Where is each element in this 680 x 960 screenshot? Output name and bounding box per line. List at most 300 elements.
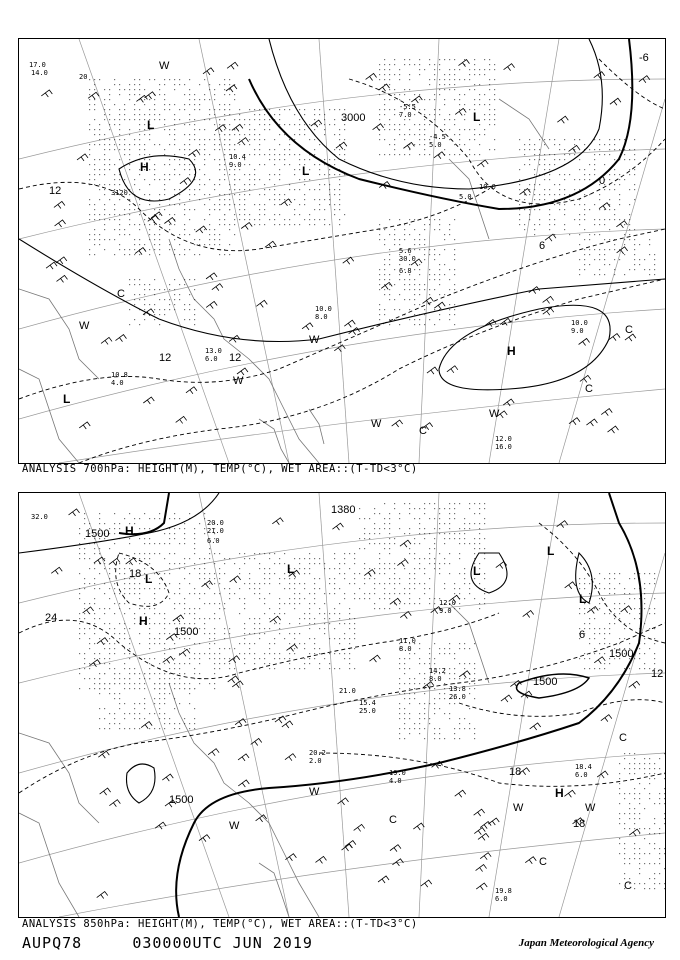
wet-dot (469, 523, 470, 524)
wet-dot (344, 563, 345, 564)
wet-dot (259, 593, 260, 594)
wet-dot (124, 144, 125, 145)
wet-dot (414, 543, 415, 544)
wet-dot (344, 139, 345, 140)
wet-dot (304, 194, 305, 195)
wet-dot (119, 573, 120, 574)
wet-dot (409, 548, 410, 549)
wet-dot (154, 603, 155, 604)
wet-dot (479, 94, 480, 95)
wet-dot (389, 583, 390, 584)
wet-dot (79, 593, 80, 594)
wet-dot (479, 84, 480, 85)
wet-dot (104, 663, 105, 664)
wet-dot (149, 169, 150, 170)
wet-dot (229, 244, 230, 245)
wet-dot (384, 314, 385, 315)
wet-dot (454, 728, 455, 729)
wet-dot (139, 588, 140, 589)
wet-dot (184, 563, 185, 564)
wet-dot (179, 723, 180, 724)
wet-dot (319, 668, 320, 669)
wet-dot (409, 588, 410, 589)
wet-dot (344, 109, 345, 110)
wet-dot (184, 638, 185, 639)
wet-dot (224, 94, 225, 95)
wet-dot (464, 129, 465, 130)
wet-dot (174, 139, 175, 140)
wet-dot (104, 613, 105, 614)
wet-dot (289, 149, 290, 150)
wet-dot (114, 84, 115, 85)
wet-dot (244, 663, 245, 664)
wet-dot (119, 109, 120, 110)
wet-dot (99, 683, 100, 684)
wet-dot (479, 99, 480, 100)
wet-dot (189, 124, 190, 125)
wet-dot (114, 583, 115, 584)
wet-dot (109, 573, 110, 574)
wet-dot (539, 219, 540, 220)
wet-dot (619, 818, 620, 819)
wet-dot (279, 653, 280, 654)
wet-dot (459, 608, 460, 609)
wet-dot (339, 643, 340, 644)
wet-dot (254, 119, 255, 120)
wet-dot (254, 154, 255, 155)
wind-barb (564, 790, 575, 797)
wet-dot (329, 653, 330, 654)
wet-dot (419, 294, 420, 295)
wet-dot (334, 593, 335, 594)
wet-dot (409, 703, 410, 704)
wet-dot (324, 174, 325, 175)
wet-dot (219, 104, 220, 105)
wet-dot (84, 663, 85, 664)
wet-dot (339, 563, 340, 564)
wet-dot (164, 618, 165, 619)
wet-dot (224, 603, 225, 604)
wet-dot (214, 144, 215, 145)
wet-dot (199, 149, 200, 150)
wet-dot (229, 558, 230, 559)
wet-dot (439, 69, 440, 70)
wet-dot (384, 104, 385, 105)
wet-dot (134, 209, 135, 210)
wet-dot (134, 718, 135, 719)
wet-dot (234, 219, 235, 220)
wet-dot (639, 868, 640, 869)
wet-dot (304, 134, 305, 135)
wet-dot (444, 588, 445, 589)
system-marker: L (145, 572, 153, 586)
wet-dot (174, 518, 175, 519)
wet-dot (149, 284, 150, 285)
wind-barb (616, 221, 627, 228)
wet-dot (634, 753, 635, 754)
wet-dot (229, 129, 230, 130)
wet-dot (404, 728, 405, 729)
wet-dot (154, 598, 155, 599)
wet-dot (159, 324, 160, 325)
wet-dot (179, 583, 180, 584)
wet-dot (389, 523, 390, 524)
wet-dot (394, 299, 395, 300)
wet-dot (169, 648, 170, 649)
wet-dot (484, 59, 485, 60)
wet-dot (454, 513, 455, 514)
wet-dot (519, 224, 520, 225)
wet-dot (589, 658, 590, 659)
wet-dot (104, 214, 105, 215)
wet-dot (439, 109, 440, 110)
wet-dot (109, 668, 110, 669)
wet-dot (279, 144, 280, 145)
wet-dot (579, 139, 580, 140)
station-value: 30.0 (399, 255, 416, 263)
wet-dot (89, 154, 90, 155)
wet-dot (614, 214, 615, 215)
wet-dot (149, 229, 150, 230)
cold-marker: C (624, 880, 632, 892)
wet-dot (264, 628, 265, 629)
wet-dot (149, 543, 150, 544)
wet-dot (204, 149, 205, 150)
wet-dot (179, 299, 180, 300)
wet-dot (619, 643, 620, 644)
wet-dot (139, 124, 140, 125)
wet-dot (169, 309, 170, 310)
wet-dot (614, 139, 615, 140)
wet-dot (344, 558, 345, 559)
wet-dot (474, 683, 475, 684)
system-marker: H (555, 786, 564, 800)
wet-dot (109, 653, 110, 654)
wet-dot (299, 159, 300, 160)
wet-dot (309, 568, 310, 569)
wet-dot (144, 608, 145, 609)
wet-dot (119, 633, 120, 634)
wet-dot (144, 683, 145, 684)
wet-dot (154, 673, 155, 674)
wet-dot (434, 733, 435, 734)
wet-dot (214, 189, 215, 190)
wet-dot (564, 229, 565, 230)
wet-dot (209, 578, 210, 579)
wet-dot (259, 618, 260, 619)
wet-dot (284, 553, 285, 554)
wet-dot (79, 618, 80, 619)
wet-dot (269, 189, 270, 190)
wet-dot (634, 788, 635, 789)
wet-dot (129, 209, 130, 210)
wet-dot (419, 244, 420, 245)
wet-dot (149, 603, 150, 604)
wet-dot (609, 583, 610, 584)
wind-barb (228, 676, 239, 683)
wet-dot (419, 274, 420, 275)
wet-dot (279, 204, 280, 205)
wet-dot (349, 608, 350, 609)
wet-dot (259, 633, 260, 634)
wet-dot (164, 673, 165, 674)
wet-dot (189, 703, 190, 704)
wet-dot (454, 309, 455, 310)
wet-dot (439, 254, 440, 255)
wet-dot (449, 668, 450, 669)
wet-dot (79, 623, 80, 624)
wet-dot (109, 184, 110, 185)
wet-dot (489, 99, 490, 100)
wet-dot (94, 159, 95, 160)
wet-dot (449, 508, 450, 509)
wet-dot (89, 99, 90, 100)
wet-dot (304, 129, 305, 130)
wet-dot (279, 199, 280, 200)
wind-barb (411, 96, 422, 103)
wet-dot (324, 618, 325, 619)
wet-dot (389, 64, 390, 65)
wet-dot (444, 129, 445, 130)
wet-dot (324, 568, 325, 569)
wet-dot (114, 179, 115, 180)
wet-dot (369, 598, 370, 599)
station-value: 5.0 (459, 193, 472, 201)
wet-dot (289, 124, 290, 125)
wet-dot (444, 149, 445, 150)
wet-dot (94, 653, 95, 654)
wet-dot (584, 668, 585, 669)
wet-dot (94, 229, 95, 230)
wet-dot (279, 114, 280, 115)
wet-dot (619, 853, 620, 854)
wet-dot (399, 79, 400, 80)
wet-dot (649, 628, 650, 629)
wet-dot (214, 89, 215, 90)
wet-dot (394, 59, 395, 60)
wet-dot (424, 289, 425, 290)
wet-dot (579, 583, 580, 584)
wet-dot (579, 169, 580, 170)
wet-dot (154, 209, 155, 210)
wet-dot (594, 154, 595, 155)
station-value: -5.5 (399, 103, 416, 111)
wind-barb (609, 334, 620, 341)
wet-dot (564, 179, 565, 180)
wet-dot (664, 803, 665, 804)
wet-dot (159, 588, 160, 589)
wet-dot (329, 593, 330, 594)
wet-dot (644, 643, 645, 644)
wet-dot (309, 139, 310, 140)
wet-dot (149, 99, 150, 100)
wet-dot (119, 199, 120, 200)
wet-dot (159, 84, 160, 85)
wet-dot (299, 124, 300, 125)
wet-dot (419, 124, 420, 125)
wet-dot (314, 583, 315, 584)
wet-dot (539, 159, 540, 160)
wet-dot (654, 883, 655, 884)
wet-dot (109, 683, 110, 684)
wet-dot (159, 209, 160, 210)
wet-dot (234, 234, 235, 235)
wet-dot (549, 139, 550, 140)
wet-dot (604, 648, 605, 649)
wet-dot (224, 224, 225, 225)
wet-dot (149, 249, 150, 250)
wet-dot (584, 239, 585, 240)
wet-dot (134, 299, 135, 300)
wet-dot (159, 583, 160, 584)
wet-dot (384, 523, 385, 524)
wet-dot (169, 129, 170, 130)
wet-dot (329, 189, 330, 190)
wet-dot (274, 658, 275, 659)
wet-dot (184, 319, 185, 320)
wet-dot (244, 633, 245, 634)
wet-dot (409, 234, 410, 235)
wet-dot (404, 94, 405, 95)
wet-dot (184, 608, 185, 609)
wet-dot (434, 289, 435, 290)
wet-dot (549, 164, 550, 165)
wet-dot (134, 249, 135, 250)
wind-barb (381, 282, 392, 289)
wet-dot (139, 608, 140, 609)
chart-panel-700hpa (18, 38, 666, 464)
wet-dot (454, 653, 455, 654)
wet-dot (379, 553, 380, 554)
wet-dot (94, 119, 95, 120)
wet-dot (244, 583, 245, 584)
wet-dot (304, 648, 305, 649)
wet-dot (284, 588, 285, 589)
wet-dot (444, 99, 445, 100)
wet-dot (429, 553, 430, 554)
wet-dot (124, 254, 125, 255)
wet-dot (444, 533, 445, 534)
wet-dot (144, 144, 145, 145)
wet-dot (519, 189, 520, 190)
wet-dot (139, 713, 140, 714)
wet-dot (309, 219, 310, 220)
wet-dot (629, 224, 630, 225)
wet-dot (159, 229, 160, 230)
wet-dot (329, 638, 330, 639)
wet-dot (619, 843, 620, 844)
wet-dot (434, 508, 435, 509)
wet-dot (309, 159, 310, 160)
wet-dot (239, 199, 240, 200)
wet-dot (204, 633, 205, 634)
wet-dot (114, 513, 115, 514)
wet-dot (249, 618, 250, 619)
wet-dot (159, 643, 160, 644)
wet-dot (609, 149, 610, 150)
wind-barb (543, 308, 554, 315)
wet-dot (199, 254, 200, 255)
wet-dot (389, 294, 390, 295)
wet-dot (94, 219, 95, 220)
wind-barb (434, 152, 445, 159)
wet-dot (194, 608, 195, 609)
wet-dot (454, 134, 455, 135)
wet-dot (429, 563, 430, 564)
wet-dot (159, 518, 160, 519)
wet-dot (599, 194, 600, 195)
wet-dot (259, 214, 260, 215)
wet-dot (269, 129, 270, 130)
wet-dot (154, 703, 155, 704)
wet-dot (409, 319, 410, 320)
wet-dot (224, 84, 225, 85)
wet-dot (544, 199, 545, 200)
wet-dot (174, 643, 175, 644)
wet-dot (664, 883, 665, 884)
wet-dot (334, 194, 335, 195)
wet-dot (154, 224, 155, 225)
system-marker: L (473, 110, 481, 124)
wet-dot (229, 104, 230, 105)
wet-dot (144, 563, 145, 564)
wet-dot (284, 194, 285, 195)
wet-dot (609, 239, 610, 240)
wet-dot (459, 718, 460, 719)
wet-dot (249, 588, 250, 589)
wet-dot (474, 513, 475, 514)
wet-dot (664, 823, 665, 824)
wet-dot (99, 174, 100, 175)
wet-dot (189, 114, 190, 115)
wet-dot (329, 124, 330, 125)
wet-dot (134, 284, 135, 285)
wet-dot (89, 94, 90, 95)
wet-dot (474, 134, 475, 135)
wet-dot (334, 588, 335, 589)
wet-dot (464, 598, 465, 599)
wet-dot (579, 244, 580, 245)
wet-dot (379, 304, 380, 305)
wet-dot (474, 538, 475, 539)
wet-dot (279, 613, 280, 614)
wet-dot (439, 264, 440, 265)
wet-dot (304, 114, 305, 115)
wet-dot (434, 563, 435, 564)
wet-dot (269, 583, 270, 584)
wet-dot (389, 254, 390, 255)
wet-dot (434, 528, 435, 529)
wet-dot (174, 114, 175, 115)
wind-barb (610, 98, 621, 105)
wet-dot (179, 84, 180, 85)
wet-dot (444, 693, 445, 694)
wet-dot (164, 154, 165, 155)
wet-dot (174, 623, 175, 624)
wet-dot (439, 513, 440, 514)
wet-dot (384, 294, 385, 295)
wet-dot (424, 538, 425, 539)
wet-dot (379, 134, 380, 135)
wet-dot (654, 269, 655, 270)
wet-dot (159, 119, 160, 120)
wet-dot (414, 573, 415, 574)
wet-dot (354, 553, 355, 554)
wet-dot (414, 698, 415, 699)
height-label: 1500 (533, 676, 558, 688)
wet-dot (594, 234, 595, 235)
wet-dot (219, 224, 220, 225)
